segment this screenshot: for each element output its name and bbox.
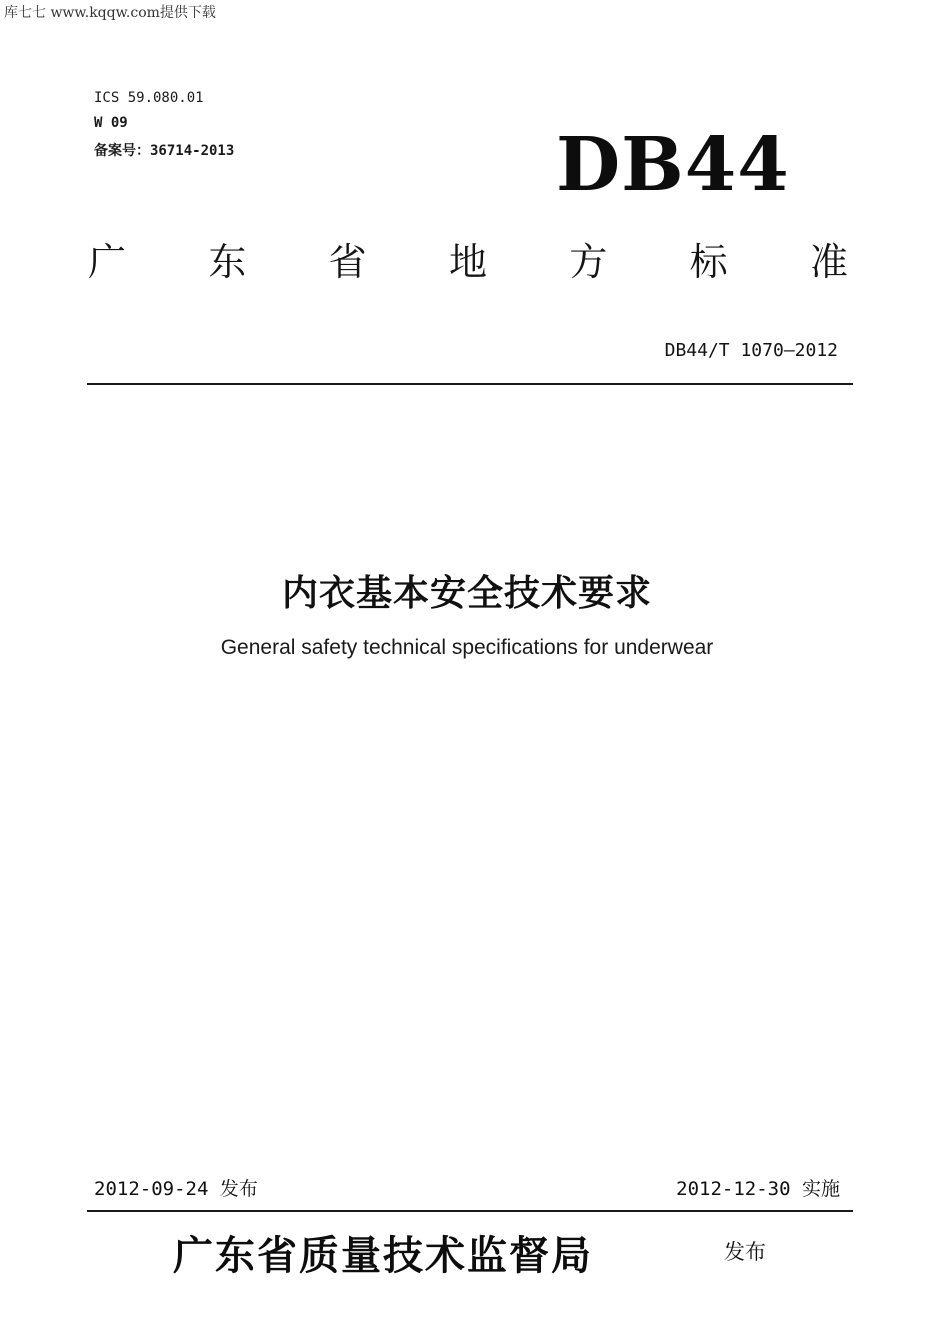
bottom-divider <box>87 1210 853 1212</box>
issue-date: 2012-09-24 发布 <box>94 1178 258 1200</box>
standard-type-char: 广 <box>88 240 127 284</box>
document-title-english: General safety technical specifications for underwear <box>220 636 714 659</box>
watermark-text: 库七七 www.kqqw.com提供下载 <box>4 5 216 21</box>
standard-number: DB44/T 1070—2012 <box>664 340 838 361</box>
standard-type-char: 标 <box>689 240 728 284</box>
standard-type-heading <box>88 236 848 288</box>
db-standard-mark: DB44 <box>556 122 790 208</box>
record-number: 备案号：36714-2013 <box>94 143 235 159</box>
document-title-chinese: 内衣基本安全技术要求 <box>281 573 652 614</box>
issuing-authority: 广东省质量技术监督局 <box>173 1232 593 1279</box>
standard-type-char: 方 <box>569 240 608 284</box>
standard-type-char: 准 <box>809 240 848 284</box>
standard-type-char: 东 <box>208 240 247 284</box>
issuing-action: 发布 <box>724 1240 766 1264</box>
classification-code: W 09 <box>94 115 128 131</box>
standard-type-char: 省 <box>328 240 367 284</box>
implementation-date: 2012-12-30 实施 <box>676 1178 840 1200</box>
standard-type-char: 地 <box>448 240 487 284</box>
top-divider <box>87 383 853 385</box>
ics-code: ICS 59.080.01 <box>94 90 204 106</box>
